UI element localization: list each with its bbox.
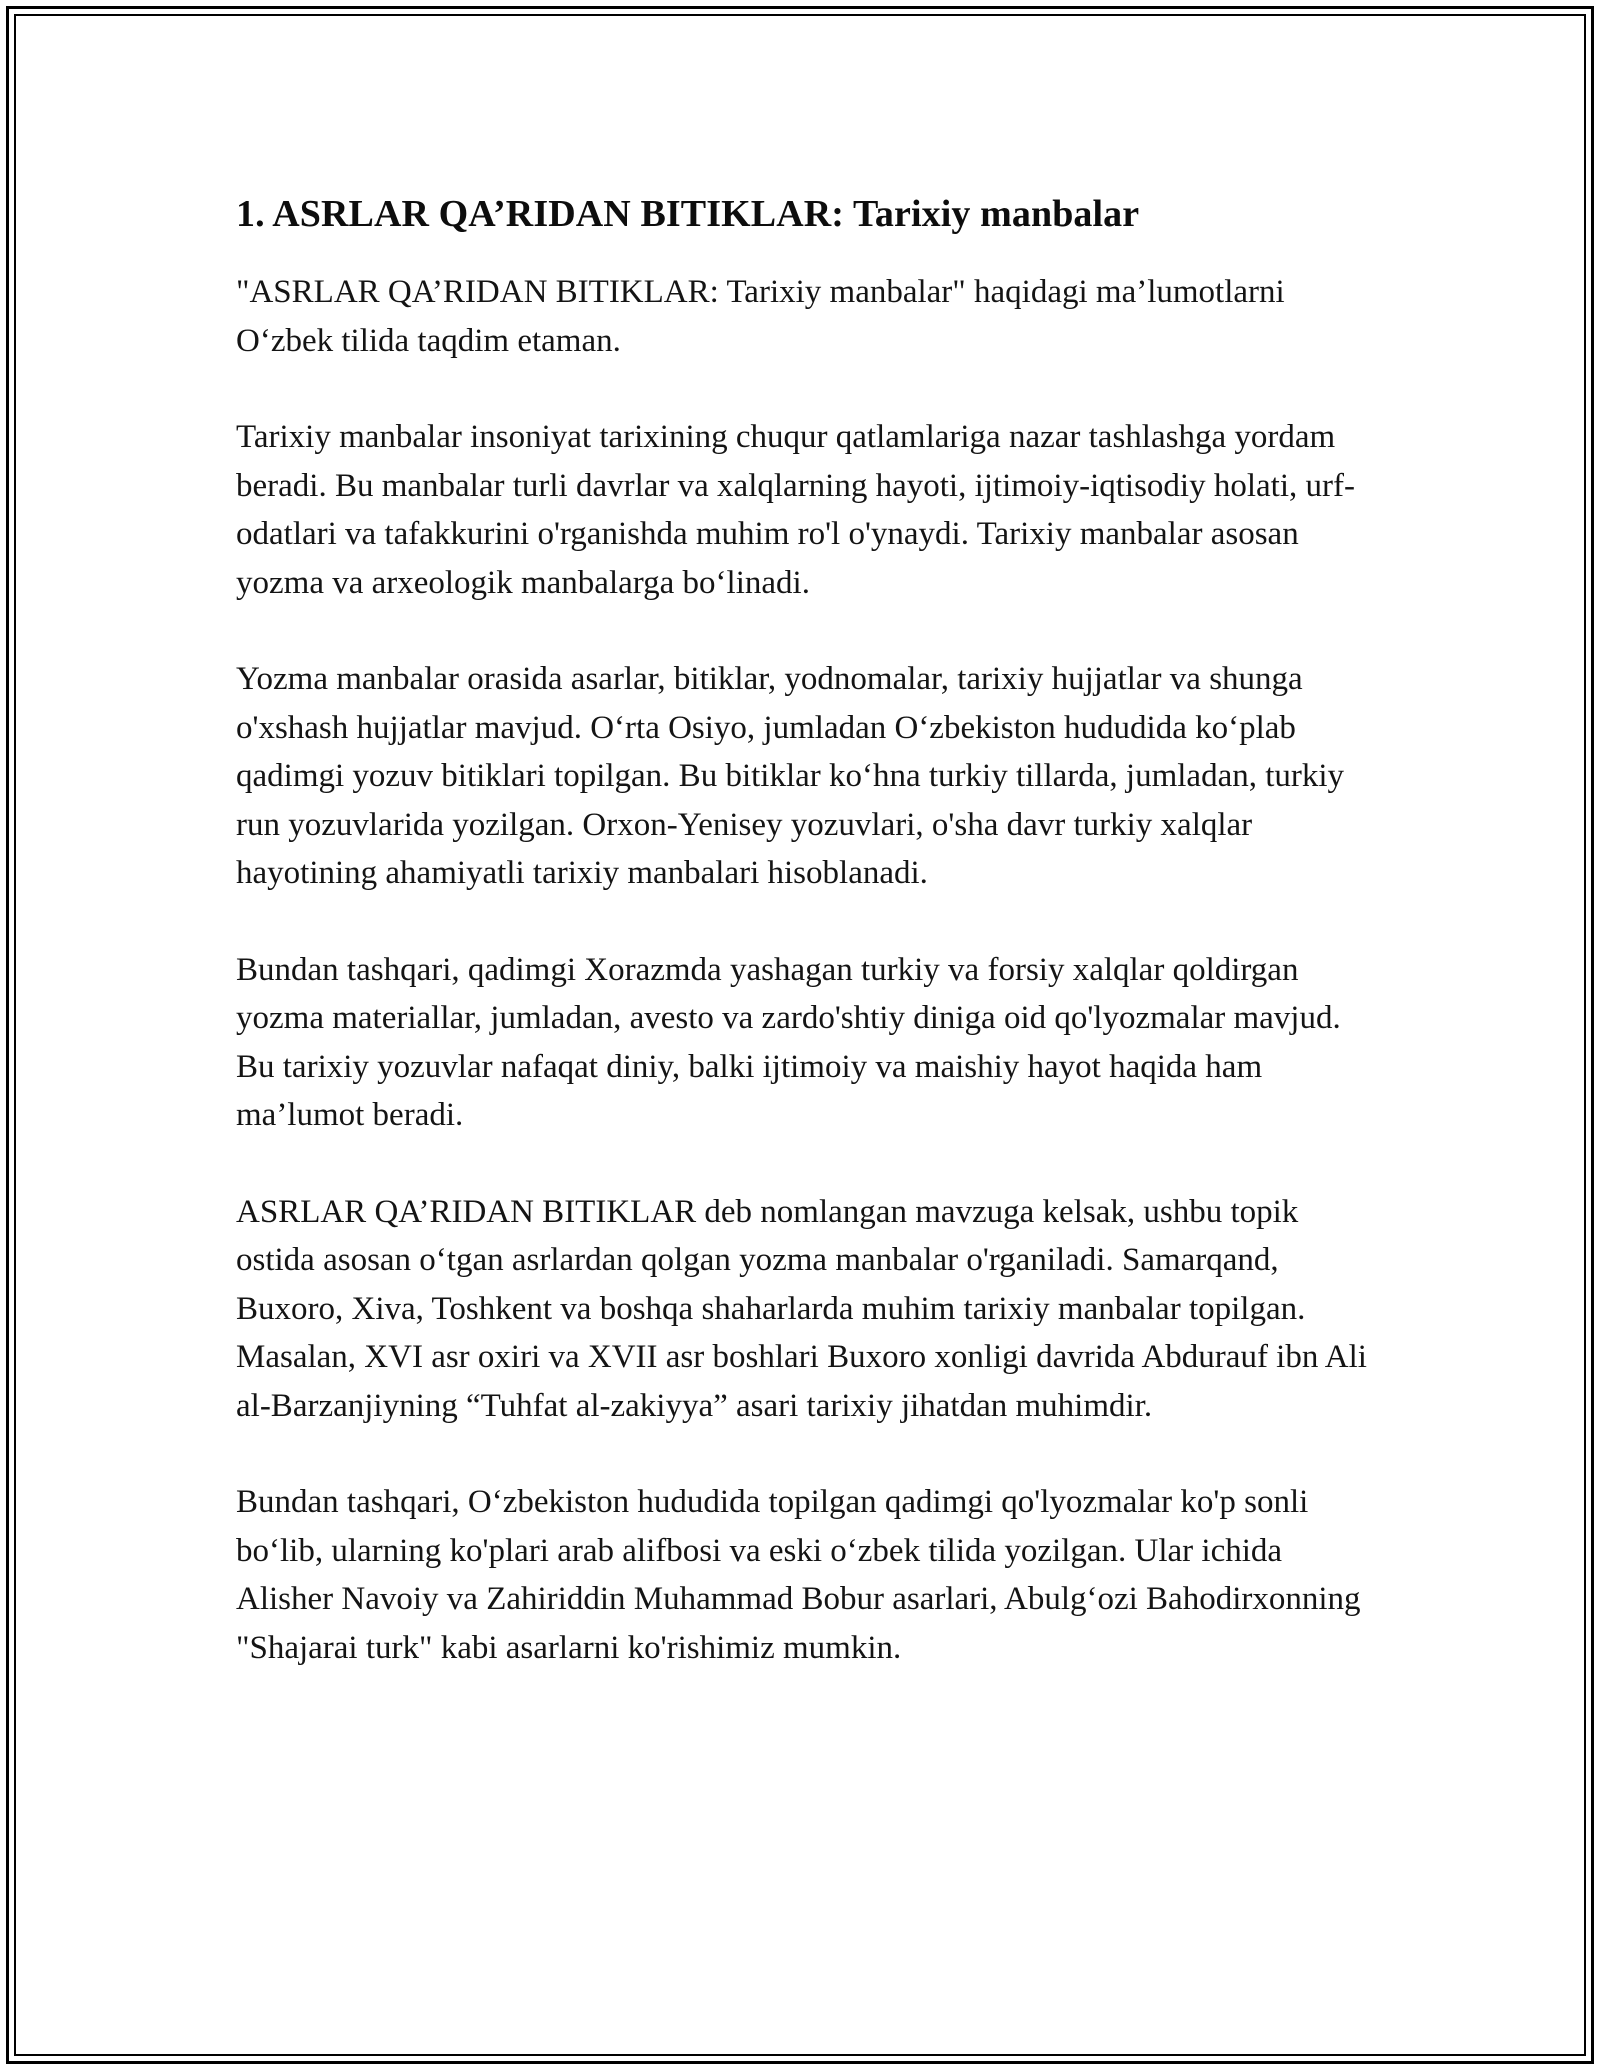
document-body [236,186,1376,1720]
paragraph-historical-sources: Tarixiy manbalar insoniyat tarixining chuqur qatlamlariga nazar tashlashga yordam beradi. Bu manbalar turli davrlar va xalqlarning hayoti, ijtimoiy-iqtisodiy holati, urf-odatlari va tafakkurini o'rganishda muhim ro'l o'ynaydi. Tarixiy manbalar asosan yozma va arxeologik manbalarga bo‘linadi. [236,419,1355,601]
paragraph-topic: ASRLAR QA’RIDAN BITIKLAR deb nomlangan mavzuga kelsak, ushbu topik ostida asosan o‘tgan asrlardan qolgan yozma manbalar o'rganiladi. Samarqand, Buxoro, Xiva, Toshkent va boshqa shaharlarda muhim tarixiy manbalar topilgan. Masalan, XVI asr oxiri va XVII asr boshlari Buxoro xonligi davrida Abdurauf ibn Ali al-Barzanjiyning “Tuhfat al-zakiyya” asari tarixiy jihatdan muhimdir. [236,1193,1367,1424]
document-title: 1. ASRLAR QA’RIDAN BITIKLAR: Tarixiy manbalar [236,193,1140,235]
paragraph-manuscripts: Bundan tashqari, O‘zbekiston hududida topilgan qadimgi qo'lyozmalar ko'p sonli bo‘lib, ularning ko'plari arab alifbosi va eski o‘zbek tilida yozilgan. Ular ichida Alisher Navoiy va Zahiriddin Muhammad Bobur asarlari, Abulg‘ozi Bahodirxonning "Shajarai turk" kabi asarlarni ko'rishimiz mumkin. [236,1484,1361,1666]
paragraph-khorezm: Bundan tashqari, qadimgi Xorazmda yashagan turkiy va forsiy xalqlar qoldirgan yozma materiallar, jumladan, avesto va zardo'shtiy diniga oid qo'lyozmalar mavjud. Bu tarixiy yozuvlar nafaqat diniy, balki ijtimoiy va maishiy hayot haqida ham ma’lumot beradi. [236,951,1341,1133]
paragraph-intro: "ASRLAR QA’RIDAN BITIKLAR: Tarixiy manbalar" haqidagi ma’lumotlarni O‘zbek tilida taqdim etaman. [236,274,1285,359]
paragraph-written-sources: Yozma manbalar orasida asarlar, bitiklar, yodnomalar, tarixiy hujjatlar va shunga o'xshash hujjatlar mavjud. O‘rta Osiyo, jumladan O‘zbekiston hududida ko‘plab qadimgi yozuv bitiklari topilgan. Bu bitiklar ko‘hna turkiy tillarda, jumladan, turkiy run yozuvlarida yozilgan. Orxon-Yenisey yozuvlari, o'sha davr turkiy xalqlar hayotining ahamiyatli tarixiy manbalari hisoblanadi. [236,661,1345,891]
